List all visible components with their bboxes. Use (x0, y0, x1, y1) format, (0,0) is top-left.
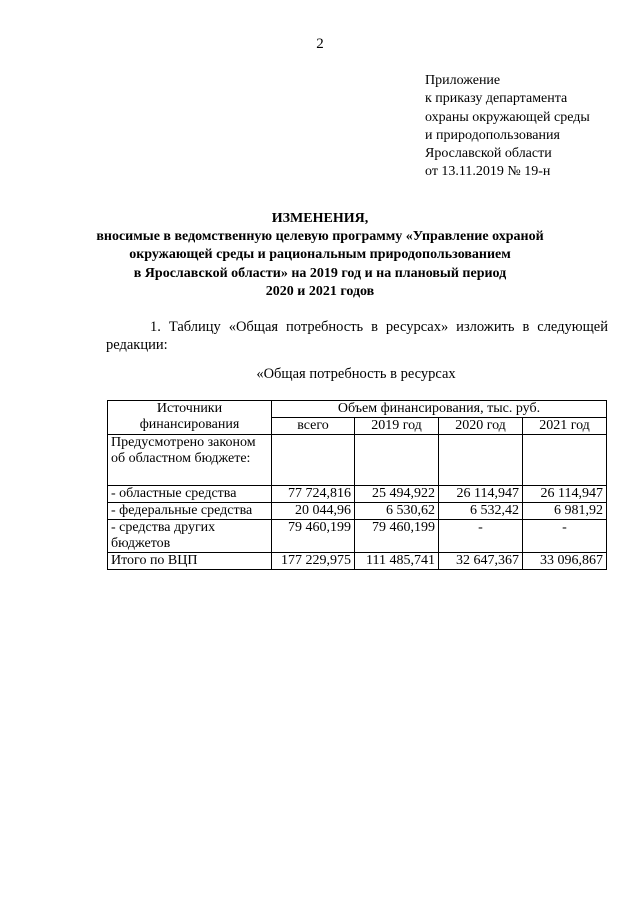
appendix-line: и природопользования (425, 127, 560, 143)
page-number: 2 (316, 36, 324, 52)
paragraph-line: 1. Таблицу «Общая потребность в ресурсах» изложить в следующей (150, 319, 608, 335)
paragraph-line: редакции: (106, 337, 168, 353)
table-header-row (108, 401, 607, 418)
instruction-paragraph (106, 318, 608, 354)
table-row (108, 486, 607, 503)
title-line: 2020 и 2021 годов (265, 283, 375, 299)
row-2019: 6 530,62 (355, 503, 439, 520)
row-2019: 25 494,922 (355, 486, 439, 503)
row-2019 (355, 435, 439, 486)
resources-table (107, 400, 607, 570)
header-2020: 2020 год (439, 418, 523, 435)
row-2020: 6 532,42 (439, 503, 523, 520)
table-row (108, 520, 607, 553)
appendix-line: к приказу департамента (425, 91, 568, 107)
header-2019: 2019 год (355, 418, 439, 435)
table-row (108, 435, 607, 486)
row-total: 79 460,199 (272, 520, 355, 553)
row-2020: - (439, 520, 523, 553)
row-total: 77 724,816 (272, 486, 355, 503)
row-2021: - (523, 520, 607, 553)
appendix-block (425, 72, 590, 182)
appendix-line: от 13.11.2019 № 19-н (425, 164, 551, 180)
appendix-line: Ярославской области (425, 146, 552, 162)
row-2020: 32 647,367 (439, 553, 523, 570)
title-line: вносимые в ведомственную целевую программу «Управление охраной (96, 229, 544, 245)
row-total (272, 435, 355, 486)
row-2021 (523, 435, 607, 486)
row-label: Итого по ВЦП (108, 553, 272, 570)
header-total: всего (272, 418, 355, 435)
table-caption: «Общая потребность в ресурсах (256, 366, 456, 382)
header-sources: Источники финансирования (108, 401, 272, 435)
title-line: окружающей среды и рациональным природопользованием (129, 247, 511, 263)
row-label: - средства других бюджетов (108, 520, 272, 553)
header-volume: Объем финансирования, тыс. руб. (272, 401, 607, 418)
row-total: 20 044,96 (272, 503, 355, 520)
header-2021: 2021 год (523, 418, 607, 435)
row-label: Предусмотрено законом об областном бюджете: (108, 435, 272, 486)
table-row (108, 553, 607, 570)
document-title (0, 210, 640, 301)
row-label: - областные средства (108, 486, 272, 503)
row-2021: 33 096,867 (523, 553, 607, 570)
row-2020 (439, 435, 523, 486)
title-heading: ИЗМЕНЕНИЯ, (271, 211, 369, 226)
row-2019: 79 460,199 (355, 520, 439, 553)
title-line: в Ярославской области» на 2019 год и на плановый период (133, 265, 507, 281)
appendix-line: Приложение (425, 73, 501, 88)
row-label: - федеральные средства (108, 503, 272, 520)
row-2020: 26 114,947 (439, 486, 523, 503)
row-2021: 6 981,92 (523, 503, 607, 520)
row-2021: 26 114,947 (523, 486, 607, 503)
appendix-line: охраны окружающей среды (425, 109, 590, 125)
row-total: 177 229,975 (272, 553, 355, 570)
row-2019: 111 485,741 (355, 553, 439, 570)
table-row (108, 503, 607, 520)
